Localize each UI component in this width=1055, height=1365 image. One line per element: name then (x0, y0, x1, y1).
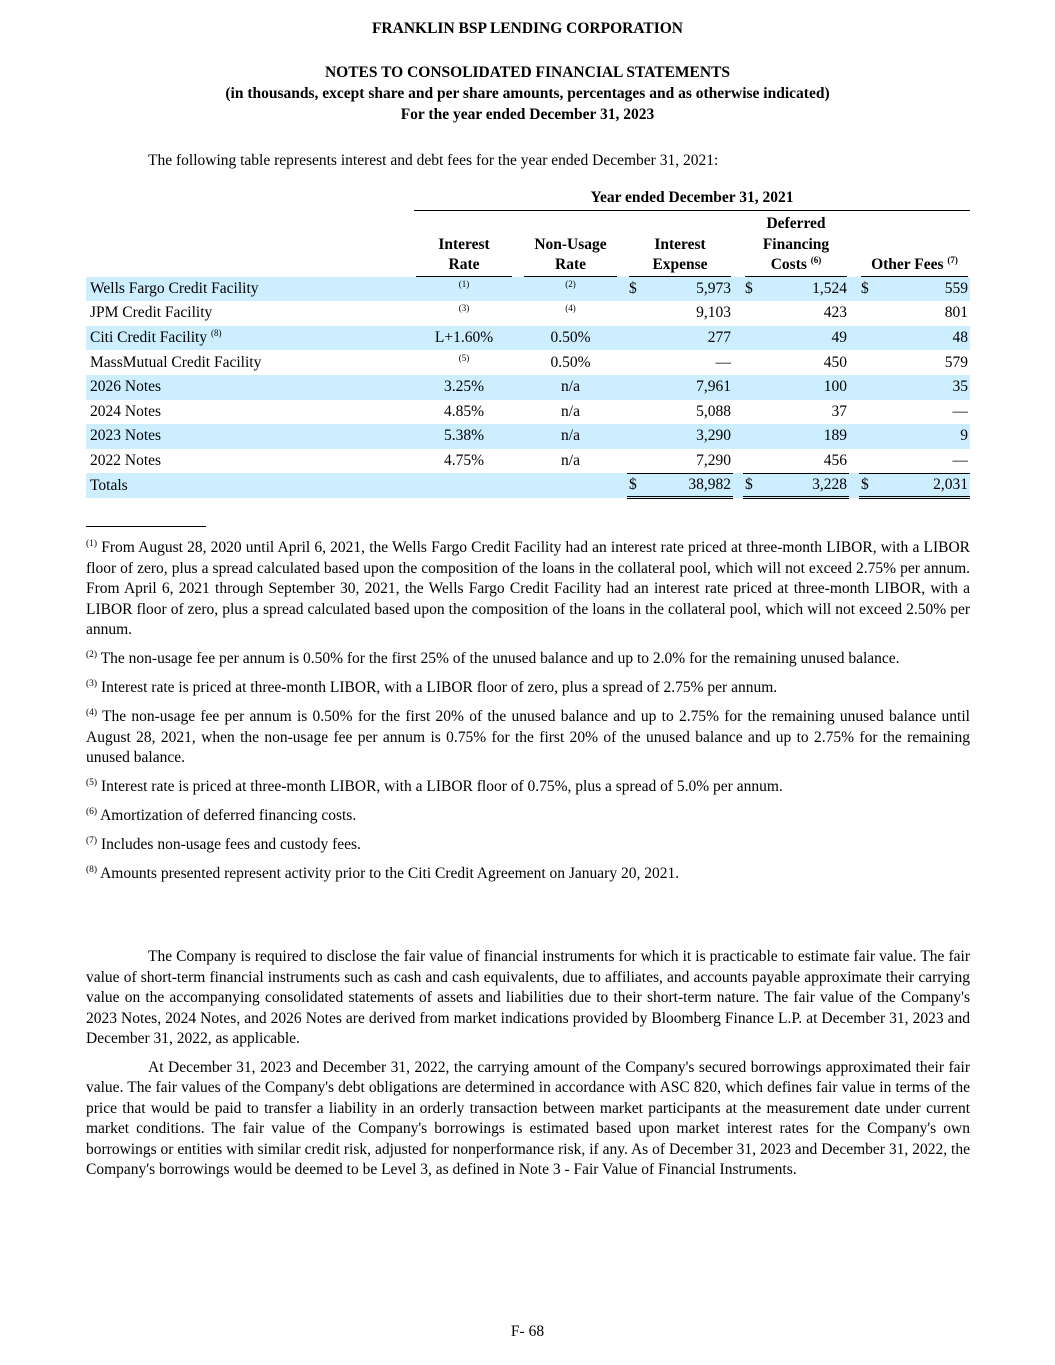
interest-rate: 5.38% (414, 424, 514, 449)
footnote (86, 777, 970, 798)
footnote-text: From August 28, 2020 until April 6, 2021, the Wells Fargo Credit Facility had an interest rate priced at three-month LIBOR, with a LIBOR floor of zero, plus a spread calculated based upon the composition of the loans in the collateral pool, which will not exceed 2.75% per annum. From April 6, 2021 through September 30, 2021, the Wells Fargo Credit Facility had an interest rate priced at three-month LIBOR, with a LIBOR floor of zero, plus a spread calculated based upon the composition of the loans in the collateral pool, which will not exceed 2.50% per annum. (86, 539, 971, 638)
footnote-text: The non-usage fee per annum is 0.50% for the first 20% of the unused balance and up to 2.75% for the remaining unused balance until August 28, 2021, when the non-usage fee per annum is 0.75% for the first 20% of the unused balance and up to 2.75% for the remaining unused balance. (86, 708, 970, 766)
deferred-financing-costs: 189 (759, 424, 849, 449)
deferred-financing-costs: 49 (759, 326, 849, 351)
non-usage-rate: n/a (561, 452, 580, 470)
table-row (86, 326, 970, 351)
footnote-text: Interest rate is priced at three-month LIBOR, with a LIBOR floor of zero, plus a spread of 2.75% per annum. (100, 679, 778, 696)
notes-header (0, 62, 1055, 125)
dollar-sign (743, 301, 759, 326)
non-usage-rate: n/a (522, 424, 619, 449)
dollar-sign: $ (743, 473, 759, 498)
dollar-sign (627, 449, 643, 474)
dollar-sign (627, 375, 643, 400)
dollar-sign (743, 400, 759, 425)
footnote-mark: (5) (86, 777, 98, 788)
interest-expense: 7,290 (696, 451, 731, 469)
paragraph-fair-value: The Company is required to disclose the fair value of financial instruments for which it is practicable to estimate fair value. The fair value of short-term financial instruments such as cash and cash equivalents, due to affiliates, and accounts payable approximate their carrying value on the accompanying consolidated statements of assets and liabilities due to their short-term nature. The fair value of the Company's 2023 Notes, 2024 Notes, and 2026 Notes are derived from market indications provided by Bloomberg Finance L.P. at December 31, 2023 and December 31, 2022, as applicable. (86, 948, 970, 1047)
footnote-text: Amounts presented represent activity prior to the Citi Credit Agreement on January 20, 2021. (100, 865, 680, 882)
non-usage-rate: n/a (561, 402, 580, 420)
row-label: Citi Credit Facility $^{(8)}$ (86, 326, 414, 351)
dollar-sign (859, 400, 875, 425)
footnote-mark: (6) (86, 806, 98, 817)
interest-rate: (3) (458, 303, 470, 314)
period-header: Year ended December 31, 2021 (414, 186, 970, 211)
footnote (86, 835, 970, 856)
footnote-divider (86, 526, 206, 527)
row-label: 2026 Notes (86, 375, 414, 400)
non-usage-rate: (2) (522, 277, 619, 302)
deferred-financing-costs: 450 (823, 353, 847, 371)
totals-label: Totals (86, 473, 414, 498)
row-label: JPM Credit Facility (90, 304, 213, 322)
footnote-mark: (7) (86, 835, 98, 846)
dollar-sign (743, 350, 759, 375)
dollar-sign (743, 326, 759, 351)
dollar-sign (743, 449, 759, 474)
total-interest-expense: 38,982 (643, 473, 733, 498)
non-usage-rate: (4) (565, 303, 576, 314)
period-header-row (86, 186, 970, 211)
dollar-sign: $ (859, 473, 875, 498)
interest-rate: 3.25% (414, 375, 514, 400)
interest-expense: 277 (643, 326, 733, 351)
dollar-sign: $ (627, 277, 643, 302)
table-row (86, 301, 970, 326)
col-deferred-financing: Deferred Financing Costs $^{(6)}$ (743, 211, 849, 277)
interest-expense: 5,973 (643, 277, 733, 302)
column-header-row (86, 211, 970, 277)
non-usage-rate: 0.50% (522, 326, 619, 351)
interest-rate: (5) (458, 352, 470, 363)
total-deferred: 3,228 (759, 473, 849, 498)
row-label: MassMutual Credit Facility (90, 353, 262, 371)
dollar-sign (859, 301, 875, 326)
interest-rate: L+1.60% (414, 326, 514, 351)
interest-expense: 7,961 (643, 375, 733, 400)
footnote-text: Includes non-usage fees and custody fees. (100, 836, 361, 853)
col-interest-rate: Interest Rate (414, 211, 514, 277)
interest-expense: 9,103 (696, 304, 731, 322)
footnote-mark: (8) (86, 864, 98, 875)
deferred-financing-costs: 1,524 (759, 277, 849, 302)
footnote-text: Interest rate is priced at three-month LIBOR, with a LIBOR floor of 0.75%, plus a spread of 5.0% per annum. (100, 778, 783, 795)
dollar-sign (859, 375, 875, 400)
footnote (86, 806, 970, 827)
table-row (86, 400, 970, 425)
row-label: 2024 Notes (90, 402, 162, 420)
body-text (86, 947, 970, 1189)
footnote-mark: (3) (86, 678, 98, 689)
footnote-mark: (2) (86, 649, 98, 660)
notes-title: NOTES TO CONSOLIDATED FINANCIAL STATEMENTS (324, 64, 731, 81)
dollar-sign (859, 350, 875, 375)
other-fees: 559 (875, 277, 970, 302)
other-fees: — (952, 451, 968, 469)
row-label: 2023 Notes (86, 424, 414, 449)
footnote-text: The non-usage fee per annum is 0.50% for the first 25% of the unused balance and up to 2.0% for the remaining unused balance. (100, 650, 900, 667)
dollar-sign (627, 326, 643, 351)
table-row (86, 375, 970, 400)
interest-expense: 5,088 (696, 402, 731, 420)
footnote (86, 538, 970, 641)
table-row (86, 350, 970, 375)
dollar-sign (627, 400, 643, 425)
col-interest-expense: Interest Expense (627, 211, 733, 277)
page-number: F- 68 (510, 1323, 545, 1340)
interest-expense: 3,290 (643, 424, 733, 449)
interest-expense: — (715, 353, 731, 371)
footnote-mark: (1) (86, 538, 98, 549)
dollar-sign (859, 424, 875, 449)
dollar-sign (627, 301, 643, 326)
dollar-sign: $ (859, 277, 875, 302)
company-name: FRANKLIN BSP LENDING CORPORATION (371, 20, 684, 37)
table-row (86, 424, 970, 449)
deferred-financing-costs: 100 (759, 375, 849, 400)
row-label: 2022 Notes (90, 452, 162, 470)
row-label: Wells Fargo Credit Facility (86, 277, 414, 302)
footnote-text: Amortization of deferred financing costs. (100, 807, 357, 824)
interest-rate: (1) (414, 277, 514, 302)
period-line: For the year ended December 31, 2023 (400, 106, 655, 123)
other-fees: 9 (875, 424, 970, 449)
dollar-sign (859, 449, 875, 474)
dollar-sign: $ (627, 473, 643, 498)
dollar-sign (743, 424, 759, 449)
footnote (86, 678, 970, 699)
other-fees: — (952, 402, 968, 420)
table-row (86, 277, 970, 302)
deferred-financing-costs: 37 (831, 402, 847, 420)
interest-rate: 4.85% (443, 402, 485, 420)
non-usage-rate: 0.50% (550, 353, 591, 371)
dollar-sign (627, 424, 643, 449)
footnote (86, 649, 970, 670)
other-fees: 801 (944, 304, 968, 322)
interest-debt-fees-table (86, 186, 970, 499)
deferred-financing-costs: 423 (823, 304, 847, 322)
dollar-sign (743, 375, 759, 400)
footnote (86, 864, 970, 885)
col-other-fees: Other Fees $^{(7)}$ (859, 211, 970, 277)
dollar-sign: $ (743, 277, 759, 302)
other-fees: 35 (875, 375, 970, 400)
paragraph-carrying-amount: At December 31, 2023 and December 31, 2022, the carrying amount of the Company's secured borrowings approximated their fair value. The fair values of the Company's debt obligations are determined in accordance with ASC 820, which defines fair value in terms of the price that would be paid to transfer a liability in an orderly transaction between market participants at the measurement date under current market conditions. The fair value of the Company's borrowings is estimated based upon market interest rates for the Company's own borrowings or entities with similar credit risk, adjusted for nonperformance risk, if any. As of December 31, 2023 and December 31, 2022, the Company's borrowings would be deemed to be Level 3, as defined in Note 3 - Fair Value of Financial Instruments. (86, 1058, 970, 1178)
col-non-usage-rate: Non-Usage Rate (522, 211, 619, 277)
interest-rate: 4.75% (443, 452, 485, 470)
other-fees: 579 (944, 353, 968, 371)
dollar-sign (627, 350, 643, 375)
footnote-mark: (4) (86, 707, 98, 718)
totals-row (86, 473, 970, 498)
table-intro: The following table represents interest and debt fees for the year ended December 31, 2021: (148, 152, 719, 169)
footnotes (86, 538, 970, 893)
non-usage-rate: n/a (522, 375, 619, 400)
other-fees: 48 (875, 326, 970, 351)
deferred-financing-costs: 456 (823, 451, 847, 469)
dollar-sign (859, 326, 875, 351)
units-note: (in thousands, except share and per share amounts, percentages and as otherwise indicated) (225, 85, 830, 102)
table-row (86, 449, 970, 474)
footnote (86, 707, 970, 769)
total-other-fees: 2,031 (875, 473, 970, 498)
